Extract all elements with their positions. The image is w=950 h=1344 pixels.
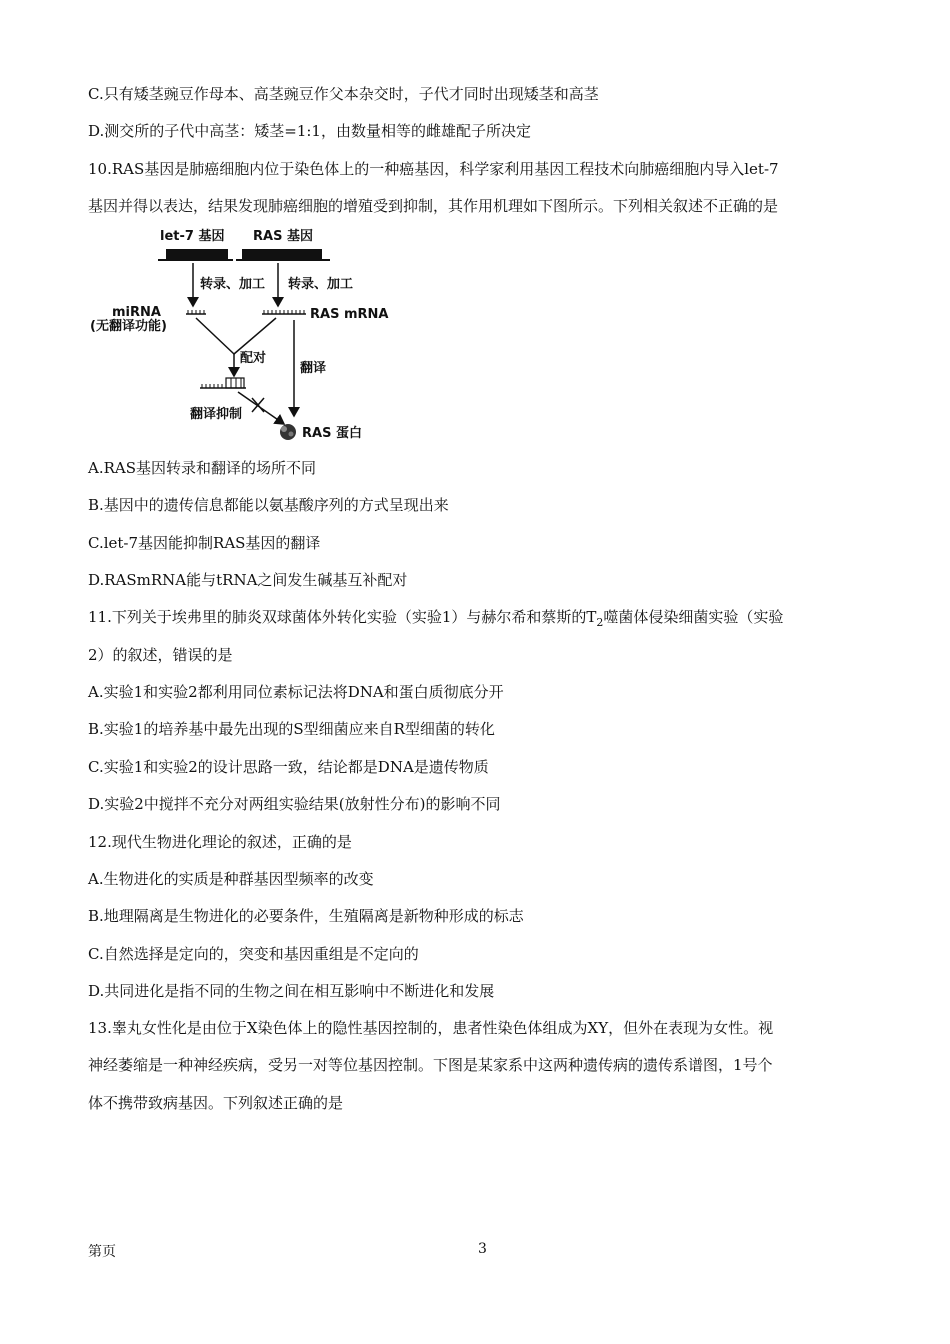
q10-stem-line-2: 基因并得以表达，结果发现肺癌细胞的增殖受到抑制，其作用机理如下图所示。下列相关叙述不正确的是: [88, 197, 779, 215]
q10-option-a: A.RAS基因转录和翻译的场所不同: [88, 459, 317, 477]
mirna-note: (无翻译功能): [90, 319, 167, 334]
translation-label: 翻译: [300, 361, 327, 376]
ras-mechanism-diagram: [88, 226, 408, 448]
mirna-mrna-complex: [200, 378, 246, 388]
let7-gene-bar: [166, 249, 228, 259]
q10-stem-line-1: 10.RAS基因是肺癌细胞内位于染色体上的一种癌基因，科学家利用基因工程技术向肺癌细胞内导入let-7: [88, 160, 779, 178]
q11-stem-text-b: 噬菌体侵染细菌实验（实验: [603, 608, 784, 626]
q9-option-d: D.测交所的子代中高茎：矮茎=1:1，由数量相等的雌雄配子所决定: [88, 122, 531, 140]
q12-option-c: C.自然选择是定向的，突变和基因重组是不定向的: [88, 945, 419, 963]
t2-subscript: 2: [596, 616, 604, 629]
q12-option-b: B.地理隔离是生物进化的必要条件，生殖隔离是新物种形成的标志: [88, 907, 524, 925]
q10-option-d: D.RASmRNA能与tRNA之间发生碱基互补配对: [88, 571, 408, 589]
q11-stem-line-2: 2）的叙述，错误的是: [88, 646, 233, 664]
q11-stem-text-a: 11.下列关于埃弗里的肺炎双球菌体外转化实验（实验1）与赫尔希和蔡斯的T: [88, 608, 597, 626]
page-number: 3: [478, 1241, 487, 1257]
ras-transcription-label: 转录、加工: [288, 277, 354, 292]
q11-option-d: D.实验2中搅拌不充分对两组实验结果(放射性分布)的影响不同: [88, 795, 501, 813]
let7-gene-label: let-7 基因: [160, 229, 225, 244]
ras-protein-icon: [280, 424, 296, 440]
q12-option-a: A.生物进化的实质是种群基因型频率的改变: [88, 870, 374, 888]
q13-stem-line-3: 体不携带致病基因。下列叙述正确的是: [88, 1094, 344, 1112]
q11-option-c: C.实验1和实验2的设计思路一致，结论都是DNA是遗传物质: [88, 758, 489, 776]
q11-stem-line-1: [88, 607, 783, 633]
q11-option-a: A.实验1和实验2都利用同位素标记法将DNA和蛋白质彻底分开: [88, 683, 504, 701]
ras-protein-label: RAS 蛋白: [302, 426, 362, 441]
q13-stem-line-2: 神经萎缩是一种神经疾病，受另一对等位基因控制。下图是某家系中这两种遗传病的遗传系谱图，1号个: [88, 1056, 773, 1074]
q11-option-b: B.实验1的培养基中最先出现的S型细菌应来自R型细菌的转化: [88, 720, 495, 738]
q13-stem-line-1: 13.睾丸女性化是由位于X染色体上的隐性基因控制的，患者性染色体组成为XY，但外在表现为女性。视: [88, 1019, 774, 1037]
ras-mrna-label: RAS mRNA: [310, 307, 389, 322]
footer-left-label: 第页: [88, 1244, 116, 1260]
mirna-label: miRNA: [112, 305, 161, 320]
ras-gene-bar: [242, 249, 322, 259]
translation-inhibit-label: 翻译抑制: [190, 407, 243, 422]
let7-transcription-label: 转录、加工: [200, 277, 266, 292]
q12-option-d: D.共同进化是指不同的生物之间在相互影响中不断进化和发展: [88, 982, 495, 1000]
pairing-label: 配对: [240, 351, 267, 366]
q12-stem: 12.现代生物进化理论的叙述，正确的是: [88, 833, 352, 851]
q10-option-c: C.let-7基因能抑制RAS基因的翻译: [88, 534, 321, 552]
q9-option-c: C.只有矮茎豌豆作母本、高茎豌豆作父本杂交时，子代才同时出现矮茎和高茎: [88, 85, 599, 103]
ras-gene-label: RAS 基因: [253, 229, 313, 244]
q10-option-b: B.基因中的遗传信息都能以氨基酸序列的方式呈现出来: [88, 496, 449, 514]
